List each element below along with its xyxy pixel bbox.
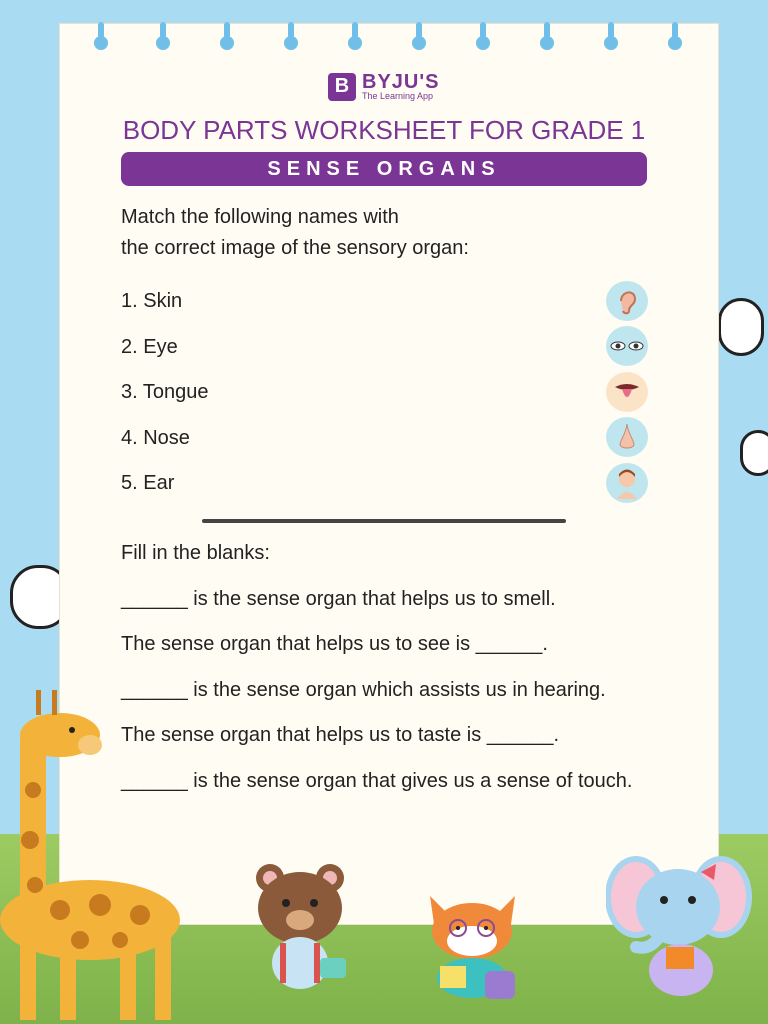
binder-hole [220,36,234,50]
section-banner: SENSE ORGANS [121,152,647,186]
ear-icon [606,281,648,321]
binder-hole [412,36,426,50]
match-instruction-line1: Match the following names with [121,206,399,228]
section-divider [202,519,566,523]
byjus-logo [328,72,439,101]
binder-hole [540,36,554,50]
fill-sentence-1: ______ is the sense organ that helps us to smell. [121,588,556,610]
logo-tagline: The Learning App [362,91,434,101]
match-item-skin: 1. Skin [121,290,183,312]
cloud-right-top [718,298,764,356]
binder-hole [94,36,108,50]
worksheet-title: BODY PARTS WORKSHEET FOR GRADE 1 [122,115,646,145]
tongue-icon [606,372,648,412]
fill-heading: Fill in the blanks: [121,542,270,564]
logo-mark: B [328,73,356,101]
binder-hole [476,36,490,50]
match-item-eye: 2. Eye [121,336,178,358]
fill-sentence-2: The sense organ that helps us to see is ______. [121,633,548,655]
match-instruction-line2: the correct image of the sensory organ: [121,237,469,259]
fill-sentence-4: The sense organ that helps us to taste is ______. [121,724,560,746]
fill-sentence-5: ______ is the sense organ that gives us a sense of touch. [121,770,633,792]
match-item-nose: 4. Nose [121,427,190,449]
binder-hole [156,36,170,50]
eyes-icon [606,326,648,366]
fill-sentence-3: ______ is the sense organ which assists us in hearing. [121,679,606,701]
logo-name: BYJU'S [362,71,440,93]
match-item-ear: 5. Ear [121,472,175,494]
binder-hole [604,36,618,50]
cloud-right-bottom [740,430,768,476]
elephant-illustration [606,852,756,1002]
bear-illustration [250,858,360,998]
boy-skin-icon [606,463,648,503]
binder-hole [668,36,682,50]
giraffe-illustration [0,690,200,1024]
fox-illustration [420,886,530,1001]
binder-hole [348,36,362,50]
match-item-tongue: 3. Tongue [121,381,209,403]
binder-hole [284,36,298,50]
nose-icon [606,417,648,457]
